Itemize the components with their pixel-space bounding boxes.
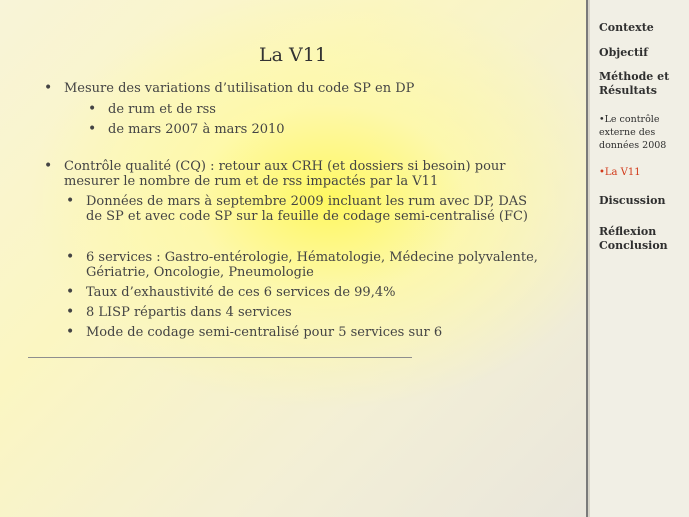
sidebar-item-objectif[interactable]: Objectif — [599, 46, 648, 59]
bullet-item: • 8 LISP répartis dans 4 services — [66, 304, 292, 320]
slide-title: La V11 — [259, 44, 327, 66]
divider-line — [28, 357, 412, 358]
bullet-item: • Mode de codage semi-centralisé pour 5 services sur 6 — [66, 324, 443, 340]
bullet-icon: • — [66, 249, 75, 265]
bullet-icon: • — [88, 101, 97, 117]
bullet-icon: • — [44, 80, 53, 96]
sidebar-item-contexte[interactable]: Contexte — [599, 21, 654, 34]
bullet-icon: • — [66, 324, 75, 340]
bullet-item: • Taux d’exhaustivité de ces 6 services de 99,4% — [66, 284, 396, 300]
bullet-item: • Données de mars à septembre 2009 incluant les rum avec DP, DAS de SP et avec code SP sur la feuille de codage semi-centralisé (FC) — [66, 193, 529, 224]
sidebar-subitem-controle-externe[interactable]: •Le contrôle externe des données 2008 — [599, 114, 667, 151]
bullet-item: • 6 services : Gastro-entérologie, Hématologie, Médecine polyvalente, Gériatrie, Oncologie, Pneumologie — [66, 249, 538, 280]
bullet-icon: • — [66, 304, 75, 320]
bullet-item: • Contrôle qualité (CQ) : retour aux CRH (et dossiers si besoin) pour mesurer le nombre de rum et de rss impactés par la V11 — [44, 158, 506, 189]
bullet-item: • Mesure des variations d’utilisation du code SP en DP — [44, 80, 415, 96]
bullet-item: • de mars 2007 à mars 2010 — [88, 121, 285, 137]
sidebar-item-discussion[interactable]: Discussion — [599, 194, 666, 207]
sidebar-item-methode-resultats[interactable]: Méthode et Résultats — [599, 70, 670, 97]
bullet-icon: • — [66, 284, 75, 300]
bullet-item: • de rum et de rss — [88, 101, 216, 117]
bullet-icon: • — [66, 193, 75, 209]
sidebar-subitem-la-v11[interactable]: •La V11 — [599, 167, 641, 178]
bullet-icon: • — [88, 121, 97, 137]
bullet-icon: • — [44, 158, 53, 174]
sidebar-item-reflexion-conclusion[interactable]: Réflexion Conclusion — [599, 225, 668, 252]
